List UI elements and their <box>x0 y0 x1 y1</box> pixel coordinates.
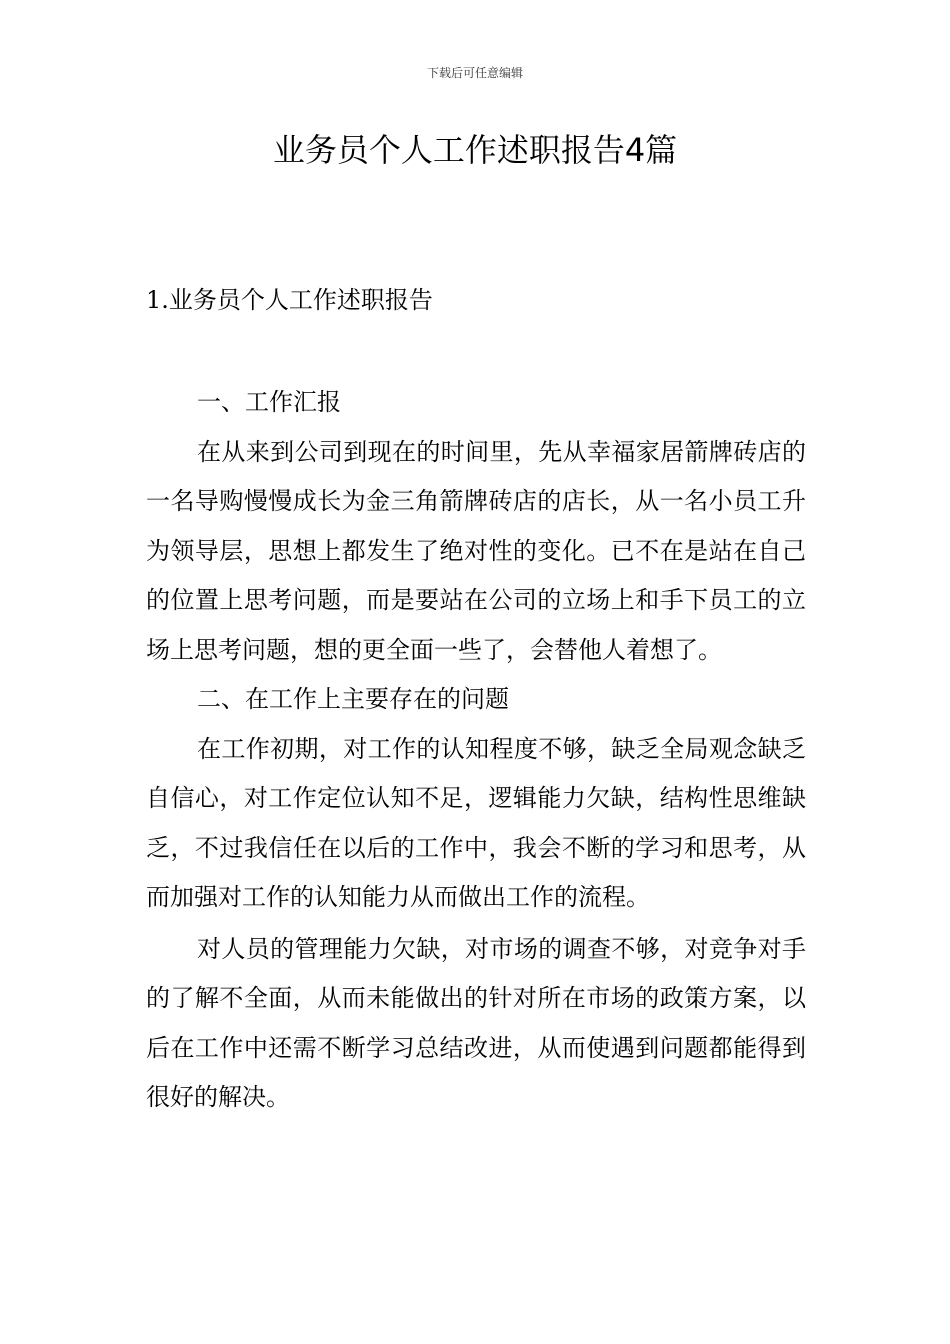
paragraph-management-ability: 对人员的管理能力欠缺，对市场的调查不够，对竞争对手的了解不全面，从而未能做出的针对所在市场的政策方案，以后在工作中还需不断学习总结改进，从而使遇到问题都能得到很好的解决。 <box>146 934 806 1111</box>
document-title: 业务员个人工作述职报告4篇 <box>272 131 678 169</box>
subheading-main-problems: 二、在工作上主要存在的问题 <box>197 685 509 713</box>
subheading-work-report: 一、工作汇报 <box>197 388 341 416</box>
paragraph-work-cognition: 在工作初期，对工作的认知程度不够，缺乏全局观念缺乏自信心，对工作定位认知不足，逻辑能力欠缺，结构性思维缺乏，不过我信任在以后的工作中，我会不断的学习和思考，从而加强对工作的认知能力从而做出工作的流程。 <box>146 734 806 911</box>
header-note: 下载后可任意编辑 <box>426 66 523 80</box>
body-text <box>146 378 806 1123</box>
paragraph-work-report: 在从来到公司到现在的时间里，先从幸福家居箭牌砖店的一名导购慢慢成长为金三角箭牌砖店的店长，从一名小员工升为领导层，思想上都发生了绝对性的变化。已不在是站在自己的位置上思考问题，而是要站在公司的立场上和手下员工的立场上思考问题，想的更全面一些了，会替他人着想了。 <box>146 437 806 664</box>
section-title: 1.业务员个人工作述职报告 <box>146 286 433 314</box>
